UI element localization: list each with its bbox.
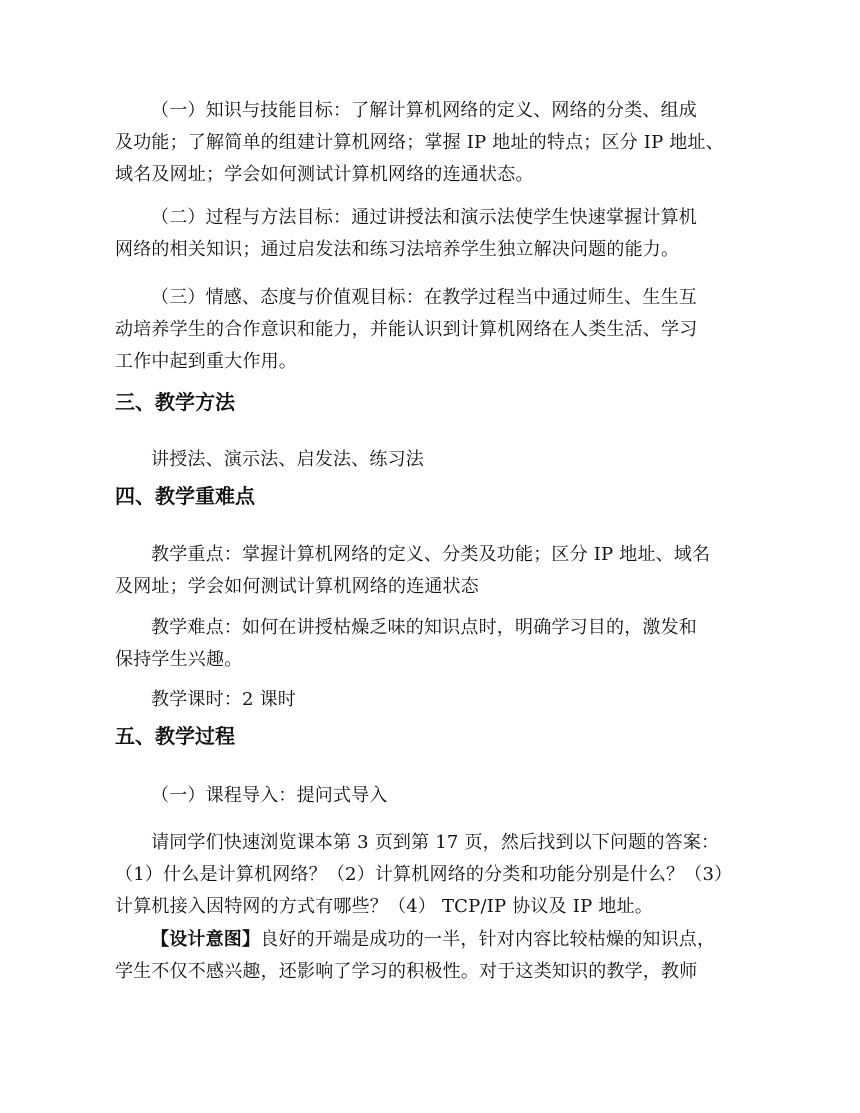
text-line: 教学课时：2 课时 [151, 689, 296, 710]
text-line: 教学难点：如何在讲授枯燥乏味的知识点时，明确学习目的，激发和 [151, 617, 697, 638]
section-heading-teaching-methods: 三、教学方法 [115, 390, 235, 414]
text-line: 及功能；了解简单的组建计算机网络；掌握 IP 地址的特点；区分 IP 地址、 [115, 132, 724, 153]
emotion-attitude-goal [115, 282, 755, 378]
text-line: 学生不仅不感兴趣，还影响了学习的积极性。对于这类知识的教学，教师 [115, 961, 698, 982]
section-heading-teaching-process: 五、教学过程 [115, 724, 235, 748]
design-intent-paragraph [115, 924, 755, 988]
design-intent-label: 【设计意图】 [151, 929, 261, 950]
teaching-hours-text [115, 684, 755, 716]
text-line: 及网址；学会如何测试计算机网络的连通状态 [115, 576, 479, 597]
text-line: 保持学生兴趣。 [115, 649, 243, 670]
text-line: 域名及网址；学会如何测试计算机网络的连通状态。 [115, 164, 534, 185]
text-line: （一）知识与技能目标：了解计算机网络的定义、网络的分类、组成 [151, 100, 697, 121]
text-line: （三）情感、态度与价值观目标：在教学过程当中通过师生、生生互 [151, 287, 697, 308]
text-line: 教学重点：掌握计算机网络的定义、分类及功能；区分 IP 地址、域名 [151, 544, 711, 565]
section-heading-key-difficult-points: 四、教学重难点 [115, 484, 255, 508]
text-line: 计算机接入因特网的方式有哪些？（4） TCP/IP 协议及 IP 地址。 [115, 896, 653, 917]
process-method-goal [115, 202, 755, 266]
text-line: 动培养学生的合作意识和能力，并能认识到计算机网络在人类生活、学习 [115, 319, 698, 340]
course-intro-body [115, 827, 755, 923]
design-intent-text: 良好的开端是成功的一半，针对内容比较枯燥的知识点， [260, 929, 716, 950]
course-intro-heading [115, 780, 755, 812]
text-line: 请同学们快速浏览课本第 3 页到第 17 页，然后找到以下问题的答案： [151, 832, 720, 853]
text-line [115, 924, 755, 956]
text-line: （1）什么是计算机网络？（2）计算机网络的分类和功能分别是什么？（3） [115, 864, 733, 885]
knowledge-skill-goal [115, 95, 755, 191]
text-line: （一）课程导入：提问式导入 [151, 785, 388, 806]
text-line: 网络的相关知识；通过启发法和练习法培养学生独立解决问题的能力。 [115, 239, 680, 260]
text-line: （二）过程与方法目标：通过讲授法和演示法使学生快速掌握计算机 [151, 207, 697, 228]
text-line: 讲授法、演示法、启发法、练习法 [151, 449, 424, 470]
teaching-methods-text [115, 444, 755, 476]
key-points-text [115, 539, 755, 603]
difficult-points-text [115, 612, 755, 676]
text-line: 工作中起到重大作用。 [115, 351, 297, 372]
